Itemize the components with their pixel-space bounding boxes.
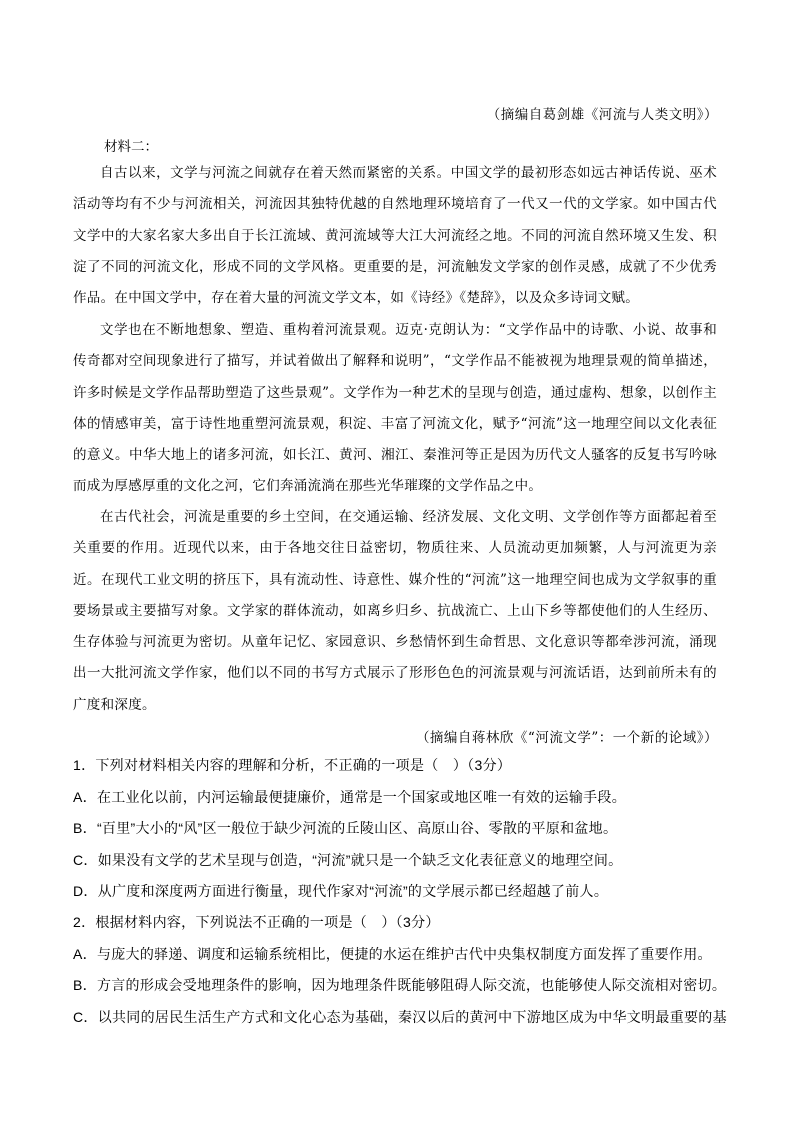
material-2-label: 材料二：: [104, 139, 158, 155]
source-citation-2: （摘编自蒋林欣《“河流文学”：一个新的论域》）: [415, 730, 718, 746]
question-2: [73, 907, 727, 1033]
paragraph-1: 自古以来，文学与河流之间就存在着天然而紧密的关系。中国文学的最初形态如远古神话传说、巫术活动等均有不少与河流相关，河流因其独特优越的自然地理环境培育了一代又一代的文学家。如中国古代文学中的大家名家大多出自于长江流域、黄河流域等大江大河流经之地。不同的河流自然环境又生发、积淀了不同的河流文化，形成不同的文学风格。更重要的是，河流触发文学家的创作灵感，成就了不少优秀作品。在中国文学中，存在着大量的河流文学文本，如《诗经》《楚辞》，以及众多诗词文赋。: [73, 165, 717, 307]
question-2-option-a: A．与庞大的驿递、调度和运输系统相比，便捷的水运在维护古代中央集权制度方面发挥了重要作用。: [73, 945, 712, 962]
question-1-option-c: C．如果没有文学的艺术呈现与创造，“河流”就只是一个缺乏文化表征意义的地理空间。: [73, 851, 623, 868]
question-2-stem: 2．根据材料内容，下列说法不正确的一项是（ ）（3分）: [73, 914, 440, 930]
paragraph-3: 在古代社会，河流是重要的乡土空间，在交通运输、经济发展、文化文明、文学创作等方面都起着至关重要的作用。近现代以来，由于各地交往日益密切，物质往来、人员流动更加频繁，人与河流更为亲近。在现代工业文明的挤压下，具有流动性、诗意性、媒介性的“河流”这一地理空间也成为文学叙事的重要场景或主要描写对象。文学家的群体流动，如离乡归乡、抗战流亡、上山下乡等都使他们的人生经历、生存体验与河流更为密切。从童年记忆、家园意识、乡愁情怀到生命哲思、文化意识等都牵涉河流，涌现出一大批河流文学作家，他们以不同的书写方式展示了形形色色的河流景观与河流话语，达到前所未有的广度和深度。: [73, 509, 717, 713]
paragraph-2: 文学也在不断地想象、塑造、重构着河流景观。迈克·克朗认为：“文学作品中的诗歌、小说、故事和传奇都对空间现象进行了描写，并试着做出了解释和说明”，“文学作品不能被视为地理景观的简单描述，许多时候是文学作品帮助塑造了这些景观”。文学作为一种艺术的呈现与创造，通过虚构、想象，以创作主体的情感审美，富于诗性地重塑河流景观，积淀、丰富了河流文化，赋予“河流”这一地理空间以文化表征的意义。中华大地上的诸多河流，如长江、黄河、湘江、秦淮河等正是因为历代文人骚客的反复书写吟咏而成为厚感厚重的文化之河，它们奔涌流淌在那些光华璀璨的文学作品之中。: [73, 322, 717, 495]
question-1-option-b: B．“百里”大小的“风”区一般位于缺少河流的丘陵山区、高原山谷、零散的平原和盆地。: [73, 820, 618, 836]
question-1-option-a: A．在工业化以前，内河运输最便捷廉价，通常是一个国家或地区唯一有效的运输手段。: [73, 788, 627, 805]
question-2-option-c: C．以共同的居民生活生产方式和文化心态为基础，秦汉以后的黄河中下游地区成为中华文明最重要的基: [73, 1008, 727, 1025]
question-1: [73, 750, 723, 908]
source-citation-1: （摘编自葛剑雄《河流与人类文明》）: [486, 107, 718, 123]
question-1-option-d: D．从广度和深度两方面进行衡量，现代作家对“河流”的文学展示都已经超越了前人。: [73, 883, 609, 899]
question-1-stem: 1．下列对材料相关内容的理解和分析，不正确的一项是（ ）（3分）: [73, 757, 512, 773]
question-2-option-b: B．方言的形成会受地理条件的影响，因为地理条件既能够阻碍人际交流，也能够使人际交流相对密切。: [73, 977, 727, 993]
